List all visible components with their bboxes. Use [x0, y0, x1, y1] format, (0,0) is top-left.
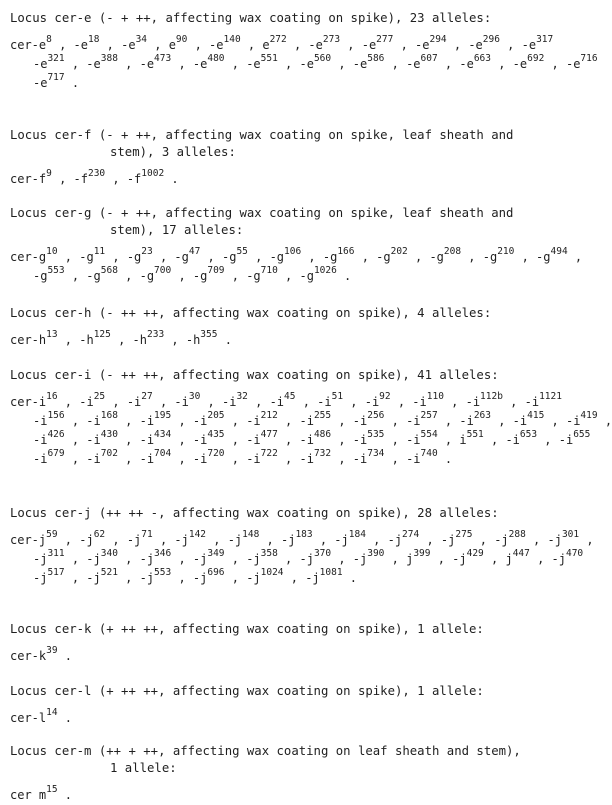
allele-line: cer-$j^{59}$ , $-j^{62}$ , $-j^{71}$ , $-j^{142}$ , $-j^{148}$ , $-j^{183}$ , $-j^{184}$ , $-j^{274}$ , $-j^{275}$ , $-j^{288}$ , $-j^{301}$ , [10, 529, 594, 547]
allele-number: 1024 [260, 567, 284, 578]
allele-number: 1002 [141, 168, 165, 179]
allele-list [10, 647, 546, 666]
allele-number: 125 [93, 329, 111, 340]
allele-number: 692 [527, 53, 545, 64]
allele-number: 655 [573, 429, 591, 440]
locus-heading [10, 505, 546, 522]
locus-cer-m [10, 743, 546, 805]
allele-number: 92 [379, 391, 391, 402]
allele-number: 15 [46, 784, 58, 795]
allele-number: 156 [47, 410, 65, 421]
allele-number: 734 [367, 448, 385, 459]
allele-list [10, 709, 546, 728]
allele-number: 720 [207, 448, 225, 459]
allele-number: 716 [580, 53, 598, 64]
allele-line: $-g^{553}$ , $-g^{568}$ , $-g^{700}$ , $-g^{709}$ , $-g^{710}$ , $-g^{1026}$ . [33, 265, 352, 283]
allele-number: 142 [188, 529, 207, 540]
allele-number: 51 [331, 391, 344, 402]
allele-number: 653 [519, 429, 538, 440]
allele-line: $-j^{311}$ , $-j^{340}$ , $-j^{346}$ , $-j^{349}$ , $-j^{358}$ , $-j^{370}$ , $-j^{390}$ , $j^{399}$ , $-j^{429}$ , $j^{447}$ , $-j^{470}$ [33, 548, 584, 566]
allele-number: 272 [269, 34, 287, 45]
allele-number: 480 [207, 53, 225, 64]
allele-number: 274 [402, 529, 420, 540]
allele-number: 426 [47, 429, 65, 440]
locus-cer-k [10, 621, 546, 666]
allele-number: 430 [100, 429, 118, 440]
allele-number: 663 [473, 53, 491, 64]
locus-heading-text: Locus cer-f (- + ++, affecting wax coating on spike, leaf sheath and [10, 128, 514, 142]
allele-number: 256 [367, 410, 385, 421]
allele-number: 59 [46, 529, 58, 540]
allele-number: 14 [46, 707, 58, 718]
allele-line: cer-$g^{10}$ , $-g^{11}$ , $-g^{23}$ , $-g^{47}$ , $-g^{55}$ , $-g^{106}$ , $-g^{166}$ , $-g^{202}$ , $-g^{208}$ , $-g^{210}$ , $-g^{494}$ , [10, 246, 583, 264]
allele-number: 275 [455, 529, 473, 540]
allele-number: 168 [100, 410, 118, 421]
allele-number: 560 [313, 53, 332, 64]
allele-number: 355 [200, 329, 218, 340]
allele-number: 34 [135, 34, 148, 45]
locus-heading-text: Locus cer-i (- ++ ++, affecting wax coating on spike), 41 alleles: [10, 368, 499, 382]
locus-heading [10, 127, 546, 161]
allele-number: 112b [480, 391, 503, 402]
allele-number: 208 [443, 246, 462, 257]
allele-number: 486 [313, 429, 332, 440]
allele-number: 71 [141, 529, 153, 540]
allele-number: 740 [420, 448, 438, 459]
locus-cer-e [10, 10, 598, 93]
allele-number: 294 [429, 34, 447, 45]
allele-number: 696 [207, 567, 225, 578]
allele-number: 166 [337, 246, 355, 257]
allele-line: $-e^{717}$ . [33, 72, 80, 90]
allele-list [10, 786, 546, 805]
allele-number: 195 [154, 410, 172, 421]
allele-number: 477 [260, 429, 278, 440]
allele-number: 732 [313, 448, 332, 459]
allele-line: $-i^{679}$ , $-i^{702}$ , $-i^{704}$ , $-i^{720}$ , $-i^{722}$ , $-i^{732}$ , $-i^{734}$ , $-i^{740}$ . [33, 448, 453, 466]
locus-cer-g [10, 205, 583, 286]
locus-heading-text: Locus cer-g (- + ++, affecting wax coating on spike, leaf sheath and [10, 206, 514, 220]
allele-number: 202 [390, 246, 408, 257]
locus-heading [10, 683, 546, 700]
locus-heading [10, 205, 546, 239]
allele-line: cer $m^{15}$ . [10, 784, 73, 802]
allele-number: 709 [207, 265, 225, 276]
allele-list [10, 34, 598, 93]
allele-number: 32 [236, 391, 248, 402]
allele-number: 1121 [539, 391, 562, 402]
allele-number: 607 [420, 53, 438, 64]
allele-line: $-e^{321}$ , $-e^{388}$ , $-e^{473}$ , $-e^{480}$ , $-e^{551}$ , $-e^{560}$ , $-e^{586}$ , $-e^{607}$ , $-e^{663}$ , $-e^{692}$ , $-e^{716}$ [33, 53, 598, 71]
locus-heading-continuation: stem), 3 alleles: [110, 145, 236, 159]
locus-cer-f [10, 127, 546, 189]
allele-number: 277 [376, 34, 394, 45]
allele-number: 257 [420, 410, 438, 421]
allele-number: 13 [46, 329, 58, 340]
allele-number: 1026 [313, 265, 337, 276]
allele-number: 233 [147, 329, 165, 340]
allele-number: 10 [46, 246, 58, 257]
allele-line: cer-$l^{14}$ . [10, 707, 73, 725]
allele-number: 535 [367, 429, 385, 440]
allele-number: 553 [47, 265, 65, 276]
allele-number: 27 [141, 391, 153, 402]
allele-number: 39 [46, 645, 58, 656]
allele-number: 311 [47, 548, 65, 559]
allele-number: 55 [236, 246, 248, 257]
allele-number: 25 [93, 391, 106, 402]
allele-line: $-i^{156}$ , $-i^{168}$ , $-i^{195}$ , $-i^{205}$ , $-i^{212}$ , $-i^{255}$ , $-i^{256}$ , $-i^{257}$ , $-i^{263}$ , $-i^{415}$ , $-i^{419}$ , [33, 410, 612, 428]
locus-heading [10, 10, 546, 27]
locus-heading [10, 367, 546, 384]
locus-heading-text: Locus cer-h (- ++ ++, affecting wax coating on spike), 4 alleles: [10, 306, 492, 320]
allele-number: 704 [154, 448, 172, 459]
locus-heading-continuation: 1 allele: [110, 761, 177, 775]
allele-number: 18 [87, 34, 100, 45]
allele-number: 183 [295, 529, 313, 540]
locus-cer-j [10, 505, 594, 588]
allele-number: 8 [46, 34, 52, 45]
allele-number: 702 [100, 448, 118, 459]
locus-heading [10, 305, 546, 322]
allele-number: 301 [561, 529, 580, 540]
locus-heading-text: Locus cer-l (+ ++ ++, affecting wax coating on spike), 1 allele: [10, 684, 484, 698]
allele-number: 700 [154, 265, 172, 276]
locus-cer-h [10, 305, 546, 350]
allele-line: cer-$e^8$ , $-e^{18}$ , $-e^{34}$ , $e^{90}$ , $-e^{140}$ , $e^{272}$ , $-e^{273}$ , $-e^{277}$ , $-e^{294}$ , $-e^{296}$ , $-e^{317}$ [10, 34, 554, 52]
allele-list [10, 391, 612, 469]
locus-heading-text: Locus cer-j (++ ++ -, affecting wax coating on spike), 28 alleles: [10, 506, 499, 520]
allele-number: 517 [47, 567, 65, 578]
allele-number: 717 [47, 72, 65, 83]
allele-number: 205 [207, 410, 225, 421]
allele-line: cer-$k^{39}$ . [10, 645, 73, 663]
locus-heading [10, 743, 546, 777]
allele-number: 399 [413, 548, 431, 559]
allele-number: 554 [420, 429, 438, 440]
allele-number: 212 [260, 410, 278, 421]
allele-line: cer-$h^{13}$ , $-h^{125}$ , $-h^{233}$ , $-h^{355}$ . [10, 329, 232, 347]
allele-number: 45 [284, 391, 296, 402]
allele-number: 521 [100, 567, 118, 578]
locus-heading-text: Locus cer-m (++ + ++, affecting wax coating on leaf sheath and stem), [10, 744, 521, 758]
allele-number: 23 [141, 246, 153, 257]
allele-number: 263 [473, 410, 491, 421]
allele-number: 47 [188, 246, 201, 257]
allele-number: 553 [154, 567, 172, 578]
locus-heading-continuation: stem), 17 alleles: [110, 223, 244, 237]
allele-number: 415 [527, 410, 545, 421]
allele-number: 551 [260, 53, 278, 64]
allele-number: 340 [100, 548, 118, 559]
allele-list [10, 170, 546, 189]
allele-number: 184 [348, 529, 366, 540]
allele-number: 494 [550, 246, 568, 257]
allele-number: 349 [207, 548, 225, 559]
allele-number: 429 [466, 548, 484, 559]
locus-cer-l [10, 683, 546, 728]
allele-number: 722 [260, 448, 278, 459]
allele-number: 679 [47, 448, 65, 459]
allele-number: 434 [154, 429, 172, 440]
allele-number: 230 [87, 168, 106, 179]
allele-number: 62 [93, 529, 106, 540]
allele-list [10, 246, 583, 286]
allele-line: cer-$f^9$ , $-f^{230}$ , $-f^{1002}$ . [10, 168, 179, 186]
locus-heading-text: Locus cer-k (+ ++ ++, affecting wax coating on spike), 1 allele: [10, 622, 484, 636]
allele-list [10, 331, 546, 350]
allele-list [10, 529, 594, 588]
allele-number: 317 [536, 34, 554, 45]
allele-number: 288 [508, 529, 526, 540]
allele-number: 388 [100, 53, 118, 64]
allele-number: 358 [260, 548, 278, 559]
allele-number: 148 [242, 529, 260, 540]
allele-number: 110 [426, 391, 444, 402]
allele-number: 296 [482, 34, 500, 45]
allele-line: $-j^{517}$ , $-j^{521}$ , $-j^{553}$ , $-j^{696}$ , $-j^{1024}$ , $-j^{1081}$ . [33, 567, 357, 585]
locus-cer-i [10, 367, 612, 469]
allele-number: 255 [313, 410, 332, 421]
allele-number: 551 [466, 429, 484, 440]
allele-number: 90 [175, 34, 188, 45]
locus-heading [10, 621, 546, 638]
allele-number: 435 [207, 429, 225, 440]
allele-number: 16 [46, 391, 58, 402]
allele-number: 273 [322, 34, 341, 45]
allele-number: 140 [223, 34, 241, 45]
allele-number: 11 [93, 246, 106, 257]
allele-line: cer-$i^{16}$ , $-i^{25}$ , $-i^{27}$ , $-i^{30}$ , $-i^{32}$ , $-i^{45}$ , $-i^{51}$ , $-i^{92}$ , $-i^{110}$ , $-i^{112b}$ , $-i^{1121}$ [10, 391, 562, 409]
allele-number: 568 [100, 265, 118, 276]
allele-number: 473 [154, 53, 172, 64]
allele-number: 321 [47, 53, 65, 64]
allele-number: 346 [154, 548, 172, 559]
allele-number: 470 [565, 548, 584, 559]
allele-number: 447 [512, 548, 530, 559]
allele-number: 586 [367, 53, 385, 64]
allele-number: 1081 [319, 567, 343, 578]
allele-number: 9 [46, 168, 52, 179]
allele-number: 30 [188, 391, 201, 402]
allele-number: 370 [313, 548, 332, 559]
allele-line: $-i^{426}$ , $-i^{430}$ , $-i^{434}$ , $-i^{435}$ , $-i^{477}$ , $-i^{486}$ , $-i^{535}$ , $-i^{554}$ , $i^{551}$ , $-i^{653}$ , $-i^{655}$ [33, 429, 591, 447]
allele-number: 106 [284, 246, 302, 257]
allele-number: 390 [367, 548, 385, 559]
allele-number: 210 [497, 246, 515, 257]
locus-heading-text: Locus cer-e (- + ++, affecting wax coating on spike), 23 alleles: [10, 11, 492, 25]
allele-number: 419 [580, 410, 598, 421]
allele-number: 710 [260, 265, 278, 276]
